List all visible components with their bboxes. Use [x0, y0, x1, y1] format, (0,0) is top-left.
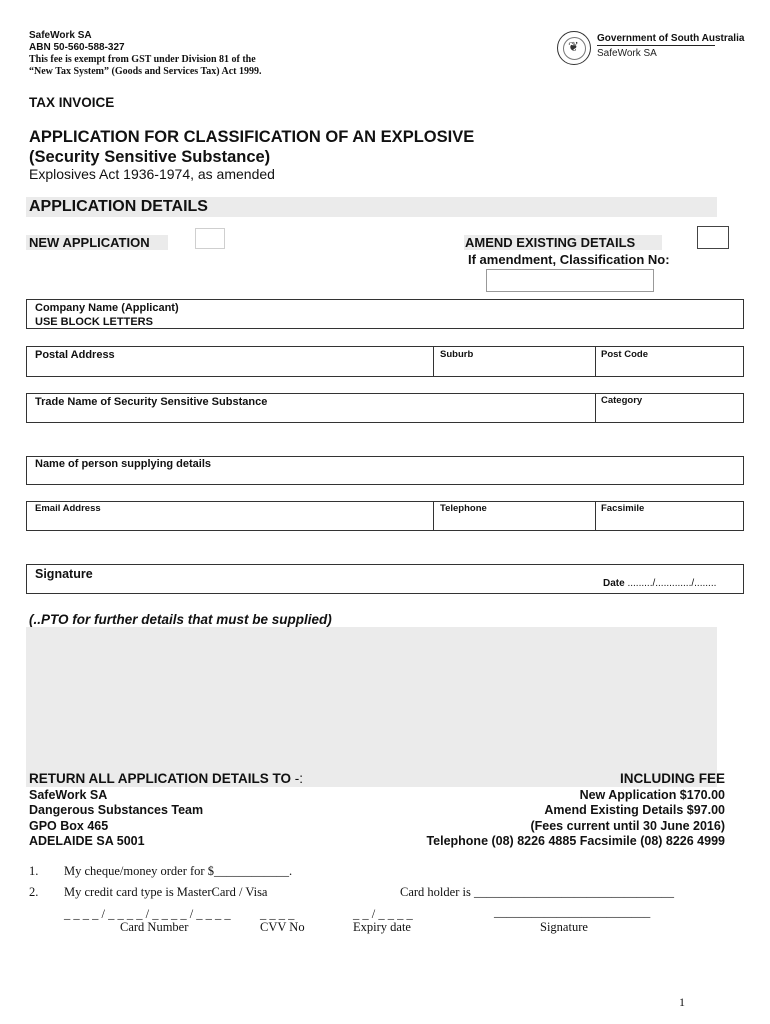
- cvv-field[interactable]: _ _ _ _: [260, 907, 295, 921]
- page-number: 1: [679, 995, 685, 1009]
- payment-item-number: 1.: [29, 864, 39, 878]
- new-application-checkbox[interactable]: [195, 228, 225, 249]
- card-holder-field[interactable]: Card holder is ________________________________: [400, 885, 674, 899]
- date-label: Date: [603, 578, 625, 589]
- card-signature-label: Signature: [540, 920, 588, 934]
- post-code-label: Post Code: [601, 349, 648, 360]
- government-seal-icon: ❦: [557, 31, 591, 65]
- telephone-label: Telephone: [440, 503, 487, 514]
- trade-name-field[interactable]: [27, 394, 594, 422]
- telephone-field[interactable]: [434, 502, 594, 530]
- classification-number-input[interactable]: [486, 269, 654, 292]
- return-address-line: GPO Box 465: [29, 819, 109, 833]
- return-heading-text: RETURN ALL APPLICATION DETAILS TO: [29, 771, 291, 786]
- post-code-field[interactable]: [596, 347, 743, 376]
- page-subtitle: (Security Sensitive Substance): [29, 148, 271, 166]
- tax-invoice-label: TAX INVOICE: [29, 95, 115, 110]
- fee-new-application: New Application $170.00: [579, 788, 725, 802]
- card-number-label: Card Number: [120, 920, 189, 934]
- page-title: APPLICATION FOR CLASSIFICATION OF AN EXPLOSIVE: [29, 128, 475, 146]
- return-address-line: Dangerous Substances Team: [29, 803, 204, 817]
- amend-existing-checkbox[interactable]: [697, 226, 729, 249]
- including-fee: INCLUDING FEE: [619, 771, 725, 786]
- org-name: SafeWork SA: [29, 30, 92, 41]
- fee-validity: (Fees current until 30 June 2016): [530, 819, 725, 833]
- email-field[interactable]: [27, 502, 432, 530]
- expiry-date-label: Expiry date: [353, 920, 411, 934]
- gst-note-line2: “New Tax System” (Goods and Services Tax) Act 1999.: [29, 66, 262, 77]
- further-details-area[interactable]: [26, 627, 717, 787]
- date-placeholder: ........./............./........: [624, 578, 717, 589]
- suburb-label: Suburb: [440, 349, 474, 360]
- category-label: Category: [601, 395, 643, 406]
- signature-label: Signature: [35, 567, 93, 581]
- category-field[interactable]: [596, 394, 743, 422]
- postal-address-field[interactable]: [27, 347, 432, 376]
- government-rule: [597, 45, 715, 46]
- new-application-label: NEW APPLICATION: [29, 235, 150, 250]
- government-name: Government of South Australia: [597, 33, 745, 44]
- amend-classification-label: If amendment, Classification No:: [468, 252, 670, 267]
- act-reference: Explosives Act 1936-1974, as amended: [29, 166, 275, 182]
- contact-numbers: Telephone (08) 8226 4885 Facsimile (08) 8226 4999: [426, 834, 725, 848]
- return-address-line: ADELAIDE SA 5001: [29, 834, 145, 848]
- suburb-field[interactable]: [434, 347, 594, 376]
- facsimile-field[interactable]: [596, 502, 743, 530]
- company-name-label: Company Name (Applicant): [35, 302, 179, 314]
- return-heading-suffix: -:: [291, 771, 303, 786]
- abn: ABN 50-560-588-327: [29, 42, 125, 53]
- email-label: Email Address: [35, 503, 101, 514]
- gst-note-line1: This fee is exempt from GST under Division 81 of the: [29, 54, 256, 65]
- facsimile-label: Facsimile: [601, 503, 645, 514]
- amend-existing-label: AMEND EXISTING DETAILS: [465, 235, 636, 250]
- card-signature-field[interactable]: _________________________: [494, 905, 651, 919]
- cheque-amount-field[interactable]: My cheque/money order for $____________.: [64, 864, 293, 878]
- return-address-line: SafeWork SA: [29, 788, 108, 802]
- card-type-text: My credit card type is MasterCard / Visa: [64, 885, 268, 899]
- date-field[interactable]: [603, 578, 716, 589]
- fee-amend-existing: Amend Existing Details $97.00: [544, 803, 725, 817]
- section-title: APPLICATION DETAILS: [29, 198, 208, 215]
- company-name-note: USE BLOCK LETTERS: [35, 316, 153, 328]
- person-supplying-label: Name of person supplying details: [35, 458, 212, 470]
- postal-address-label: Postal Address: [35, 349, 115, 361]
- expiry-date-field[interactable]: _ _ / _ _ _ _: [353, 907, 413, 921]
- card-number-field[interactable]: _ _ _ _ / _ _ _ _ / _ _ _ _ / _ _ _ _: [64, 907, 231, 921]
- payment-item-number: 2.: [29, 885, 39, 899]
- trade-name-label: Trade Name of Security Sensitive Substance: [35, 396, 268, 408]
- pto-note: (..PTO for further details that must be supplied): [29, 612, 332, 627]
- government-sub: SafeWork SA: [597, 48, 657, 59]
- return-heading: [29, 771, 303, 786]
- cvv-label: CVV No: [260, 920, 305, 934]
